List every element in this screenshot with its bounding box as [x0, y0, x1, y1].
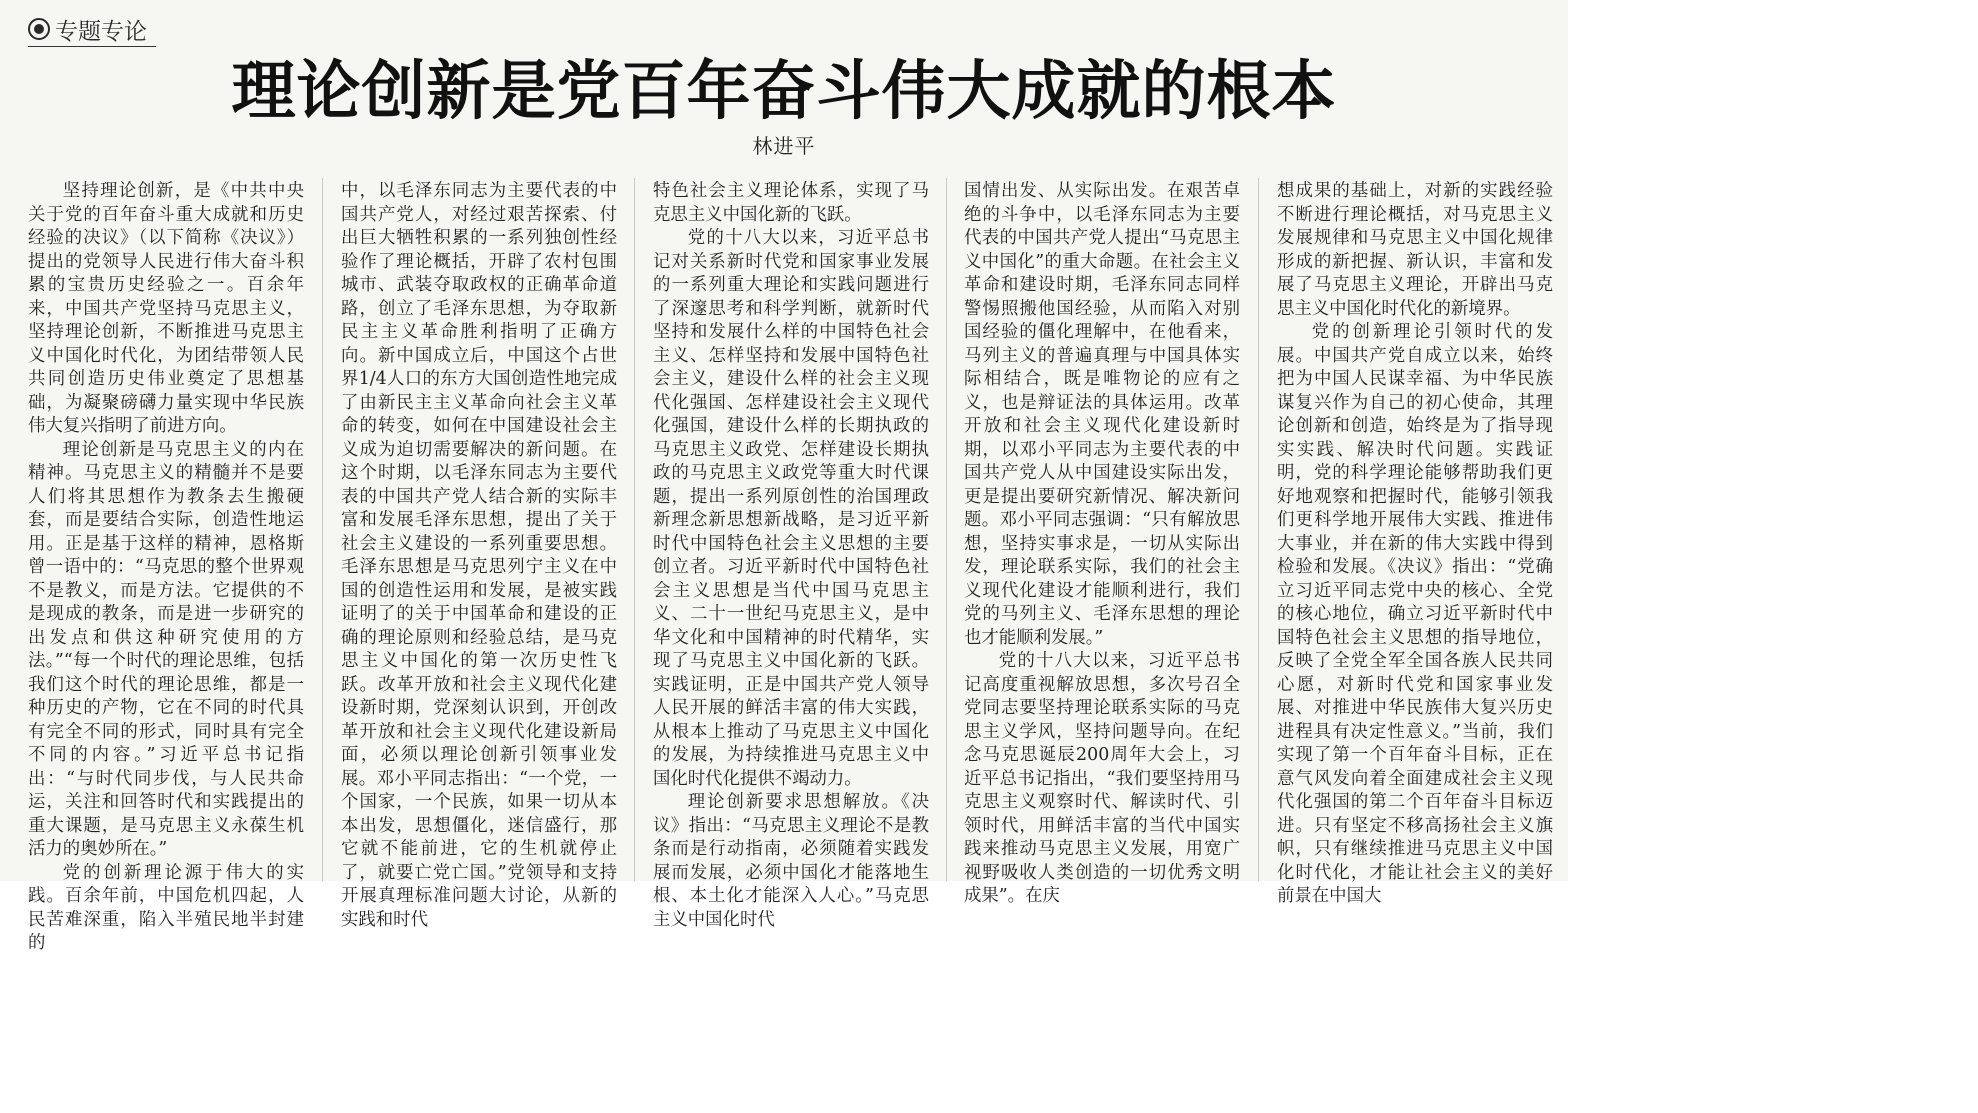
- paragraph: 党的十八大以来，习近平总书记高度重视解放思想，多次号召全党同志要坚持理论联系实际的马克思主义学风，坚持问题导向。在纪念马克思诞辰200周年大会上，习近平总书记指出，“我们要坚持用马克思主义观察时代、解读时代、引领时代，用鲜活丰富的当代中国实践来推动马克思主义发展，用宽广视野吸收人类创造的一切优秀文明成果”。在庆: [964, 651, 1240, 906]
- bullet-circle-icon: [28, 18, 50, 40]
- paragraph: 党的十八大以来，习近平总书记对关系新时代党和国家事业发展的一系列重大理论和实践问题进行了深邃思考和科学判断，就新时代坚持和发展什么样的中国特色社会主义、怎样坚持和发展中国特色社会主义，建设什么样的社会主义现代化强国、怎样建设社会主义现代化强国，建设什么样的长期执政的马克思主义政党、怎样建设长期执政的马克思主义政党等重大时代课题，提出一系列原创性的治国理政新理念新思想新战略，是习近平新时代中国特色社会主义思想的主要创立者。习近平新时代中国特色社会主义思想是当代中国马克思主义、二十一世纪马克思主义，是中华文化和中国精神的时代精华，实现了马克思主义中国化新的飞跃。实践证明，正是中国共产党人领导人民开展的鲜活丰富的伟大实践，从根本上推动了马克思主义中国化的发展，为持续推进马克思主义中国化时代化提供不竭动力。: [653, 228, 929, 789]
- paragraph: 党的创新理论引领时代的发展。中国共产党自成立以来，始终把为中国人民谋幸福、为中华民族谋复兴作为自己的初心使命，其理论创新和创造，始终是为了指导现实实践、解决时代问题。实践证明，党的科学理论能够帮助我们更好地观察和把握时代，能够引领我们更科学地开展伟大实践、推进伟大事业，并在新的伟大实践中得到检验和发展。《决议》指出：“党确立习近平同志党中央的核心、全党的核心地位，确立习近平新时代中国特色社会主义思想的指导地位，反映了全党全军全国各族人民共同心愿，对新时代党和国家事业发展、对推进中华民族伟大复兴历史进程具有决定性意义。”当前，我们实现了第一个百年奋斗目标，正在意气风发向着全面建成社会主义现代化强国的第二个百年奋斗目标迈进。只有坚定不移高扬社会主义旗帜，只有继续推进马克思主义中国化时代化，才能让社会主义的美好前景在中国大: [1277, 322, 1553, 906]
- column-divider: [634, 178, 635, 881]
- article-byline: 林进平: [752, 134, 816, 158]
- paragraph: 国情出发、从实际出发。在艰苦卓绝的斗争中，以毛泽东同志为主要代表的中国共产党人提出“马克思主义中国化”的重大命题。在社会主义革命和建设时期，毛泽东同志同样警惕照搬他国经验，从而陷入对别国经验的僵化理解中，在他看来，马列主义的普遍真理与中国具体实际相结合，既是唯物论的应有之义，也是辩证法的具体运用。改革开放和社会主义现代化建设新时期，以邓小平同志为主要代表的中国共产党人从中国建设实际出发，更是提出要研究新情况、解决新问题。邓小平同志强调：“只有解放思想，坚持实事求是，一切从实际出发，理论联系实际，我们的社会主义现代化建设才能顺利进行，我们党的马列主义、毛泽东思想的理论也才能顺利发展。”: [964, 181, 1240, 648]
- text-column-5: [1277, 180, 1553, 906]
- column-divider: [946, 178, 947, 881]
- paragraph: 中，以毛泽东同志为主要代表的中国共产党人，对经过艰苦探索、付出巨大牺牲积累的一系列独创性经验作了理论概括，开辟了农村包围城市、武装夺取政权的正确革命道路，创立了毛泽东思想，为夺取新民主主义革命胜利指明了正确方向。新中国成立后，中国这个占世界1/4人口的东方大国创造性地完成了由新民主主义革命向社会主义革命的转变，如何在中国建设社会主义成为迫切需要解决的新问题。在这个时期，以毛泽东同志为主要代表的中国共产党人结合新的实际丰富和发展毛泽东思想，提出了关于社会主义建设的一系列重要思想。毛泽东思想是马克思列宁主义在中国的创造性运用和发展，是被实践证明了的关于中国革命和建设的正确的理论原则和经验总结，是马克思主义中国化的第一次历史性飞跃。改革开放和社会主义现代化建设新时期，党深刻认识到，开创改革开放和社会主义现代化建设新局面，必须以理论创新引领事业发展。邓小平同志指出：“一个党，一个国家，一个民族，如果一切从本本出发，思想僵化，迷信盛行，那它就不能前进，它的生机就停止了，就要亡党亡国。”党领导和支持开展真理标准问题大讨论，从新的实践和时代: [341, 181, 617, 930]
- text-column-2: [341, 180, 617, 930]
- paragraph: 理论创新要求思想解放。《决议》指出：“马克思主义理论不是教条而是行动指南，必须随着实践发展而发展，必须中国化才能落地生根、本土化才能深入人心。”马克思主义中国化时代: [653, 792, 929, 930]
- column-tag-label: 专题专论: [55, 18, 147, 45]
- paragraph: 想成果的基础上，对新的实践经验不断进行理论概括，对马克思主义发展规律和马克思主义中国化规律形成的新把握、新认识，丰富和发展了马克思主义理论，开辟出马克思主义中国化时代化的新境界。: [1277, 181, 1553, 319]
- column-divider: [322, 178, 323, 881]
- paragraph: 坚持理论创新，是《中共中央关于党的百年奋斗重大成就和历史经验的决议》（以下简称《决议》）提出的党领导人民进行伟大奋斗积累的宝贵历史经验之一。百余年来，中国共产党坚持马克思主义，坚持理论创新，不断推进马克思主义中国化时代化，为团结带领人民共同创造历史伟业奠定了思想基础，为凝聚磅礴力量实现中华民族伟大复兴指明了前进方向。: [28, 181, 304, 436]
- paragraph: 党的创新理论源于伟大的实践。百余年前，中国危机四起，人民苦难深重，陷入半殖民地半封建的: [28, 862, 304, 953]
- text-column-1: [28, 180, 304, 953]
- paragraph: 特色社会主义理论体系，实现了马克思主义中国化新的飞跃。: [653, 181, 929, 225]
- column-divider: [1258, 178, 1259, 881]
- paragraph: 理论创新是马克思主义的内在精神。马克思主义的精髓并不是要人们将其思想作为教条去生搬硬套，而是要结合实际，创造性地运用。正是基于这样的精神，恩格斯曾一语中的：“马克思的整个世界观不是教义，而是方法。它提供的不是现成的教条，而是进一步研究的出发点和供这种研究使用的方法。”“每一个时代的理论思维，包括我们这个时代的理论思维，都是一种历史的产物，它在不同的时代具有完全不同的形式，同时具有完全不同的内容。”习近平总书记指出：“与时代同步伐，与人民共命运，关注和回答时代和实践提出的重大课题，是马克思主义永葆生机活力的奥妙所在。”: [28, 439, 304, 859]
- text-column-4: [964, 180, 1240, 906]
- article-headline: 理论创新是党百年奋斗伟大成就的根本: [231, 55, 1337, 129]
- text-column-3: [653, 180, 929, 930]
